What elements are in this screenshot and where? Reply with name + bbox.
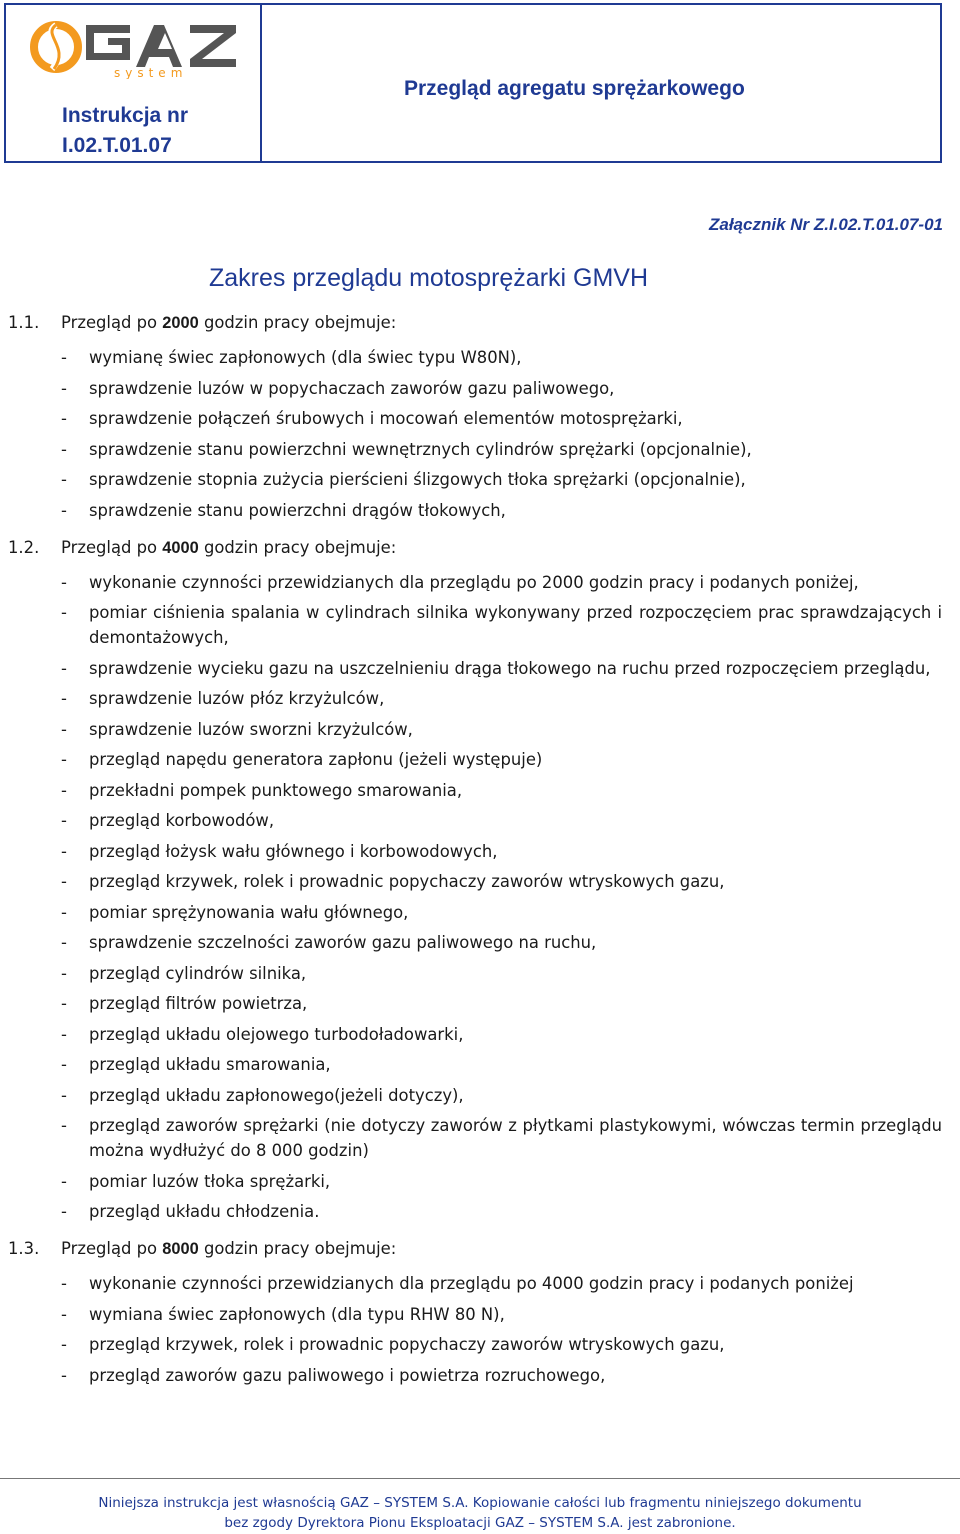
list-item-text: pomiar luzów tłoka sprężarki, — [89, 1171, 331, 1191]
list-item — [61, 1332, 942, 1357]
list-item — [61, 1271, 942, 1296]
list-item-text: przegląd filtrów powietrza, — [89, 994, 308, 1013]
instruction-number: I.02.T.01.07 — [62, 134, 172, 157]
list-item-text: przegląd zaworów gazu paliwowego i powietrza rozruchowego, — [89, 1365, 606, 1385]
list-item — [61, 1302, 942, 1327]
section-lead: Przegląd po — [61, 313, 163, 332]
list-item — [61, 991, 942, 1016]
list-item-text: przegląd układu chłodzenia. — [89, 1202, 320, 1221]
list-dash: - — [61, 603, 67, 622]
list-item-text: sprawdzenie połączeń śrubowych i mocowań elementów motosprężarki, — [89, 409, 683, 428]
list-dash: - — [61, 470, 67, 489]
section-tail: godzin pracy obejmuje: — [198, 1239, 397, 1258]
list-item — [61, 961, 942, 986]
list-dash: - — [61, 872, 67, 891]
section-tail: godzin pracy obejmuje: — [198, 537, 397, 557]
annex-label: Załącznik Nr Z.I.02.T.01.07-01 — [708, 215, 943, 234]
list-dash: - — [61, 963, 67, 983]
list-dash: - — [61, 1202, 67, 1221]
footer-line-1: Niniejsza instrukcja jest własnością GAZ – SYSTEM S.A. Kopiowanie całości lub fragmentu niniejszego dokumentu — [98, 1495, 862, 1511]
list-dash: - — [61, 994, 67, 1013]
list-item-text: przegląd napędu generatora zapłonu (jeżeli występuje) — [89, 750, 543, 769]
document-body — [8, 310, 942, 1400]
list-item-text: wymianę świec zapłonowych (dla świec typu W80N), — [89, 348, 522, 367]
section-hours: 8000 — [162, 1240, 199, 1258]
list-item — [61, 1113, 942, 1163]
page-title: Zakres przeglądu motosprężarki GMVH — [209, 264, 649, 292]
list-item-text: przegląd układu zapłonowego(jeżeli dotyczy), — [89, 1085, 464, 1105]
list-dash: - — [61, 1055, 67, 1074]
list-item — [61, 1363, 942, 1388]
list-item — [61, 839, 942, 864]
section-number: 1.3. — [8, 1239, 40, 1258]
list-item-text: przegląd łożysk wału głównego i korbowodowych, — [89, 841, 498, 861]
list-dash: - — [61, 719, 67, 739]
footer-line-2: bez zgody Dyrektora Pionu Eksploatacji GAZ – SYSTEM S.A. jest zabronione. — [224, 1515, 736, 1531]
document-header — [4, 3, 942, 163]
list-item — [61, 686, 942, 711]
gaz-system-logo-icon — [26, 17, 246, 79]
header-divider — [260, 5, 262, 161]
logo-subtext: system — [114, 66, 188, 79]
list-dash: - — [61, 933, 67, 952]
section-item-list — [8, 570, 942, 1225]
document-title: Przegląd agregatu sprężarkowego — [404, 77, 745, 100]
section-heading — [8, 310, 942, 335]
list-item-text: wymiana świec zapłonowych (dla typu RHW 80 N), — [89, 1304, 505, 1324]
list-item-text: sprawdzenie wycieku gazu na uszczelnieniu drąga tłokowego na ruchu przed rozpoczęciem przeglądu, — [89, 658, 931, 678]
list-item-text: sprawdzenie luzów sworzni krzyżulców, — [89, 719, 413, 739]
section-title — [61, 1236, 396, 1262]
list-item — [61, 1022, 942, 1047]
list-dash: - — [61, 1274, 67, 1293]
list-dash: - — [61, 750, 67, 769]
list-item — [61, 1083, 942, 1108]
list-dash: - — [61, 689, 67, 708]
list-item — [61, 778, 942, 803]
list-item — [61, 467, 942, 492]
footer-notice — [0, 1478, 960, 1533]
list-item-text: przegląd zaworów sprężarki (nie dotyczy zaworów z płytkami plastykowymi, wówczas termin przeglądu można wydłużyć do 8 000 godzin) — [89, 1116, 942, 1160]
list-item — [61, 808, 942, 833]
list-item — [61, 656, 942, 681]
section-title — [61, 535, 396, 561]
section-title — [61, 310, 396, 336]
list-item — [61, 406, 942, 431]
list-dash: - — [61, 572, 67, 592]
list-dash: - — [61, 439, 67, 459]
section-tail: godzin pracy obejmuje: — [198, 313, 397, 332]
list-dash: - — [61, 500, 67, 520]
list-item — [61, 345, 942, 370]
list-dash: - — [61, 1116, 67, 1135]
instruction-label: Instrukcja nr — [62, 104, 189, 127]
list-item-text: przegląd cylindrów silnika, — [89, 963, 307, 983]
list-item-text: sprawdzenie luzów płóz krzyżulców, — [89, 689, 385, 708]
list-dash: - — [61, 1335, 67, 1354]
list-item-text: pomiar ciśnienia spalania w cylindrach silnika wykonywany przed rozpoczęciem prac sprawdzających i demontażowych, — [89, 603, 942, 647]
section-lead: Przegląd po — [61, 1239, 163, 1258]
list-item — [61, 1052, 942, 1077]
list-item — [61, 600, 942, 650]
list-item — [61, 376, 942, 401]
list-item-text: sprawdzenie luzów w popychaczach zaworów gazu paliwowego, — [89, 378, 615, 398]
section-item-list — [8, 345, 942, 523]
list-dash: - — [61, 1171, 67, 1191]
list-item-text: przegląd korbowodów, — [89, 811, 275, 830]
list-item-text: wykonanie czynności przewidzianych dla przeglądu po 2000 godzin pracy i podanych poniżej, — [89, 572, 859, 592]
list-dash: - — [61, 902, 67, 922]
list-dash: - — [61, 1085, 67, 1105]
list-item-text: przegląd układu olejowego turbodoładowarki, — [89, 1024, 464, 1044]
section-lead: Przegląd po — [61, 537, 163, 557]
list-dash: - — [61, 1365, 67, 1385]
list-item-text: wykonanie czynności przewidzianych dla przeglądu po 4000 godzin pracy i podanych poniżej — [89, 1274, 854, 1293]
list-dash: - — [61, 841, 67, 861]
list-dash: - — [61, 780, 67, 800]
instruction-id — [62, 101, 188, 161]
section-heading — [8, 1236, 942, 1261]
list-item — [61, 570, 942, 595]
list-item-text: przegląd krzywek, rolek i prowadnic popychaczy zaworów wtryskowych gazu, — [89, 1335, 725, 1354]
list-item — [61, 930, 942, 955]
list-item-text: sprawdzenie stopnia zużycia pierścieni ślizgowych tłoka sprężarki (opcjonalnie), — [89, 470, 746, 489]
list-item-text: sprawdzenie szczelności zaworów gazu paliwowego na ruchu, — [89, 933, 597, 952]
list-item — [61, 900, 942, 925]
list-item-text: przegląd układu smarowania, — [89, 1055, 331, 1074]
section-item-list — [8, 1271, 942, 1388]
section-hours: 2000 — [162, 314, 199, 332]
list-item-text: pomiar sprężynowania wału głównego, — [89, 902, 409, 922]
list-item — [61, 437, 942, 462]
list-item-text: sprawdzenie stanu powierzchni drągów tłokowych, — [89, 500, 506, 520]
list-item — [61, 1199, 942, 1224]
list-item-text: sprawdzenie stanu powierzchni wewnętrznych cylindrów sprężarki (opcjonalnie), — [89, 439, 752, 459]
list-dash: - — [61, 811, 67, 830]
section-number: 1.2. — [8, 537, 40, 557]
list-item — [61, 498, 942, 523]
list-dash: - — [61, 409, 67, 428]
list-dash: - — [61, 348, 67, 367]
section-number: 1.1. — [8, 313, 40, 332]
list-item — [61, 717, 942, 742]
list-dash: - — [61, 1304, 67, 1324]
list-dash: - — [61, 658, 67, 678]
list-item — [61, 747, 942, 772]
list-item — [61, 1169, 942, 1194]
list-item-text: przekładni pompek punktowego smarowania, — [89, 780, 463, 800]
list-item — [61, 869, 942, 894]
list-item-text: przegląd krzywek, rolek i prowadnic popychaczy zaworów wtryskowych gazu, — [89, 872, 725, 891]
list-dash: - — [61, 378, 67, 398]
section-hours: 4000 — [162, 538, 199, 557]
section-heading — [8, 535, 942, 560]
list-dash: - — [61, 1024, 67, 1044]
